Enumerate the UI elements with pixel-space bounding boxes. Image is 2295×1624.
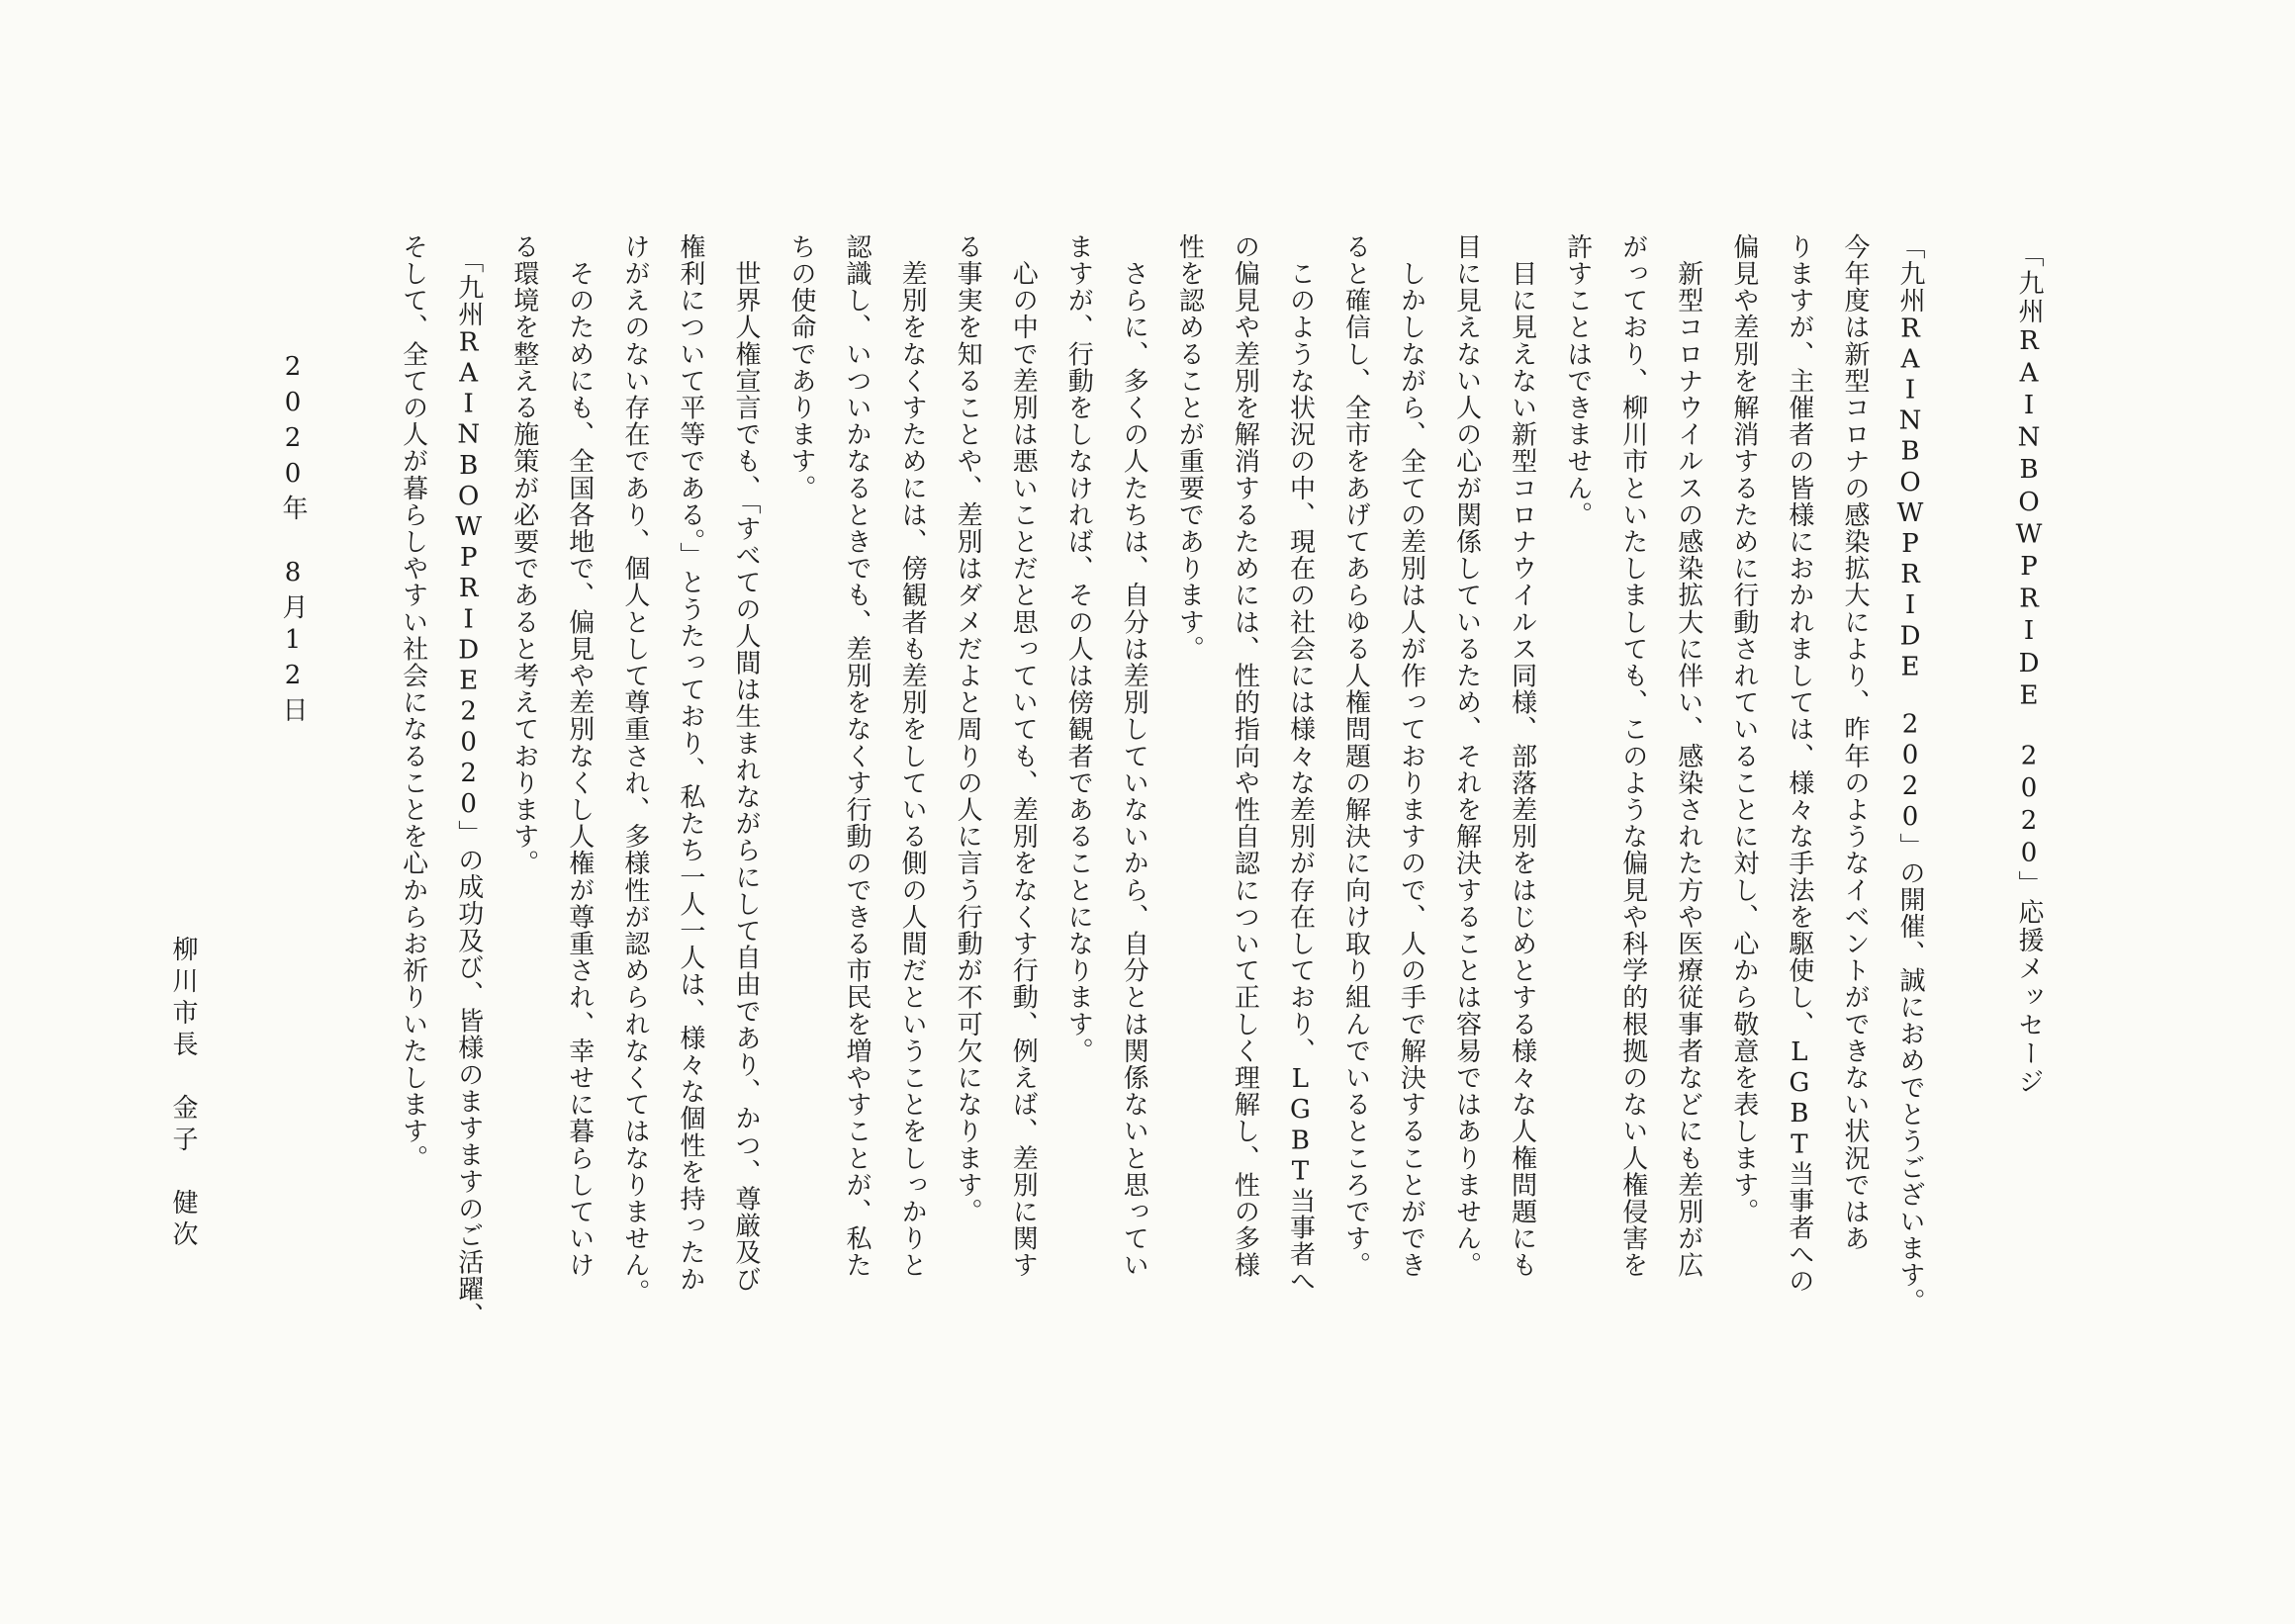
body-line: 「九州RAINBOWPRIDE2020」の成功及び、皆様のますますのご活躍、 (453, 233, 484, 1329)
body-line: がっており、柳川市といたしましても、このような偏見や科学的根拠のない人権侵害を (1617, 233, 1648, 1279)
letter-title: 「九州RAINBOWPRIDE 2020」応援メッセージ (2014, 241, 2044, 1097)
body-line: 「九州RAINBOWPRIDE 2020」の開催、誠におめでとうございます。 (1895, 233, 1925, 1315)
body-line: 許すことはできません。 (1562, 233, 1593, 529)
body-line: の偏見や差別を解消するためには、性的指向や性自認について正しく理解し、性の多様 (1230, 233, 1260, 1279)
body-line: 目に見えない新型コロナウイルス同様、部落差別をはじめとする様々な人権問題にも (1507, 233, 1537, 1279)
body-line: る事実を知ることや、差別はダメだよと周りの人に言う行動が不可欠になります。 (953, 233, 983, 1225)
body-line: ると確信し、全市をあげてあらゆる人権問題の解決に向け取り組んでいるところです。 (1340, 233, 1371, 1279)
body-line: さらに、多くの人たちは、自分は差別していないから、自分とは関係ないと思ってい (1119, 233, 1149, 1279)
body-line: そして、全ての人が暮らしやすい社会になることを心からお祈りいたします。 (398, 233, 428, 1172)
body-line: 偏見や差別を解消するために行動されていることに対し、心から敬意を表します。 (1728, 233, 1759, 1225)
body-line: りますが、主催者の皆様におかれましては、様々な手法を駆使し、LGBT当事者への (1784, 233, 1814, 1295)
body-line: このような状況の中、現在の社会には様々な差別が存在しており、LGBT当事者へ (1285, 233, 1316, 1295)
letter-signature: 柳川市長 金子 健次 (168, 936, 198, 1252)
body-line: 権利について平等である。」とうたっており、私たち一人一人は、様々な個性を持ったか (675, 233, 705, 1293)
body-line: そのためにも、全国各地で、偏見や差別なくし人権が尊重され、幸せに暮らしていけ (564, 233, 595, 1279)
body-line: 新型コロナウイルスの感染拡大に伴い、感染された方や医療従事者などにも差別が広 (1673, 233, 1703, 1279)
body-line: 今年度は新型コロナの感染拡大により、昨年のようなイベントができない状況ではあ (1839, 233, 1870, 1252)
body-line: ますが、行動をしなければ、その人は傍観者であることになります。 (1063, 233, 1094, 1065)
body-line: 差別をなくすためには、傍観者も差別をしている側の人間だということをしっかりと (897, 233, 928, 1279)
body-line: る環境を整える施策が必要であると考えております。 (508, 233, 539, 877)
body-line: 目に見えない人の心が関係しているため、それを解決することは容易ではありません。 (1451, 233, 1482, 1279)
letter-date: 2020年 8月12日 (278, 352, 308, 728)
body-line: 認識し、いついかなるときでも、差別をなくす行動のできる市民を増やすことが、私た (842, 233, 872, 1279)
body-line: ちの使命であります。 (786, 233, 816, 501)
body-line: 性を認めることが重要であります。 (1174, 233, 1205, 663)
body-line: 心の中で差別は悪いことだと思っていても、差別をなくす行動、例えば、差別に関す (1008, 233, 1039, 1279)
body-line: 世界人権宣言でも、「すべての人間は生まれながらにして自由であり、かつ、尊厳及び (730, 233, 761, 1293)
body-line: しかしながら、全ての差別は人が作っておりますので、人の手で解決することができ (1396, 233, 1426, 1279)
body-line: けがえのない存在であり、個人として尊重され、多様性が認められなくてはなりません。 (619, 233, 650, 1306)
